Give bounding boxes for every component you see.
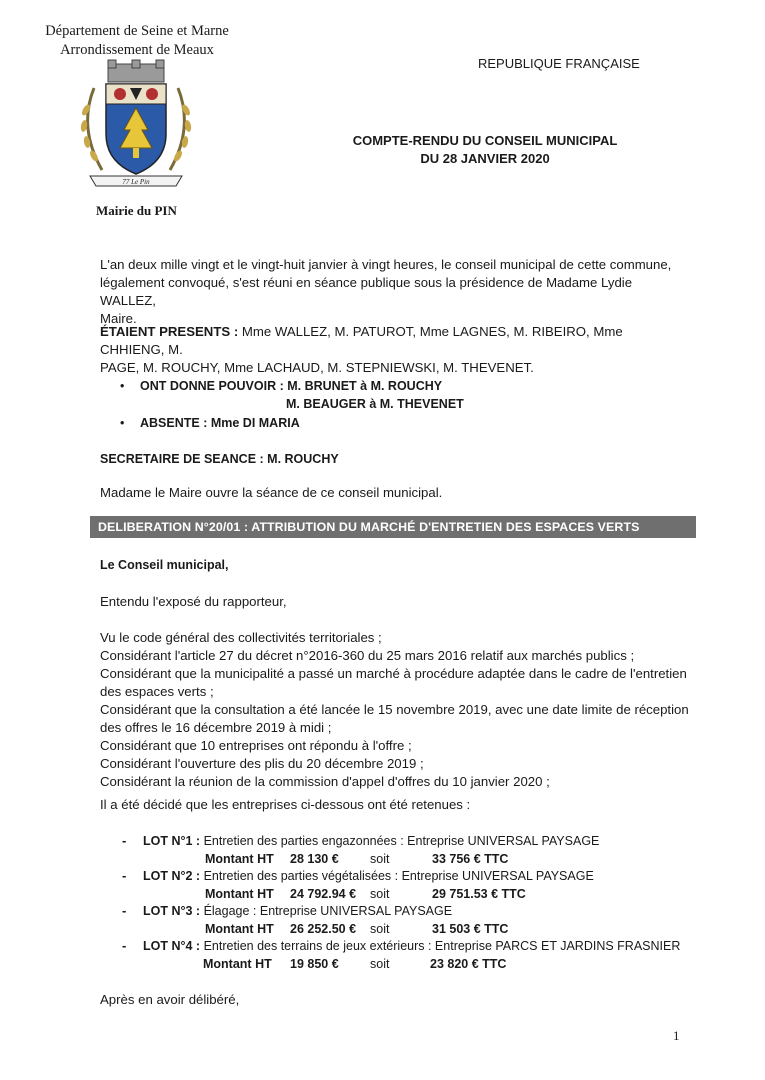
- absente-value: Mme DI MARIA: [207, 416, 300, 430]
- lot-desc: Entretien des terrains de jeux extérieurs : Entreprise PARCS ET JARDINS FRASNIER: [200, 939, 681, 953]
- lot-4-description: [143, 937, 680, 955]
- considerant-line: Vu le code général des collectivités territoriales ;: [100, 630, 382, 645]
- lot-ttc-amount: 33 756 € TTC: [432, 852, 509, 866]
- lot-dash: -: [122, 868, 127, 883]
- lot-ht-label: Montant HT: [205, 852, 274, 866]
- considerant-line: Considérant que la municipalité a passé un marché à procédure adaptée dans le cadre de l'entretien: [100, 666, 687, 681]
- considerant-line: Considérant que 10 entreprises ont répondu à l'offre ;: [100, 738, 412, 753]
- apres-line: Après en avoir délibéré,: [100, 992, 240, 1007]
- lot-label: LOT N°1 :: [143, 834, 201, 848]
- pouvoir-value-2: M. BEAUGER à M. THEVENET: [286, 397, 464, 411]
- ouverture-line: Madame le Maire ouvre la séance de ce conseil municipal.: [100, 485, 443, 500]
- lot-ttc-amount: 31 503 € TTC: [432, 922, 509, 936]
- lot-ht-label: Montant HT: [203, 957, 272, 971]
- presents-names: Mme WALLEZ, M. PATUROT, Mme LAGNES, M. RIBEIRO, Mme CHHIENG, M.: [100, 324, 623, 357]
- lot-desc: Entretien des parties végétalisées : Entreprise UNIVERSAL PAYSAGE: [200, 869, 594, 883]
- lot-1-description: [143, 832, 599, 850]
- absente-item: [120, 414, 300, 432]
- lot-label: LOT N°4 :: [143, 939, 201, 953]
- lot-dash: -: [122, 833, 127, 848]
- entendu-line: Entendu l'exposé du rapporteur,: [100, 594, 287, 609]
- conseil-line: Le Conseil municipal,: [100, 558, 229, 572]
- considerants-block: [100, 629, 690, 791]
- department-line: Département de Seine et Marne: [45, 23, 229, 39]
- title-line-2: DU 28 JANVIER 2020: [420, 151, 550, 166]
- lot-soit: soit: [370, 957, 390, 971]
- presents-paragraph: [100, 323, 690, 377]
- title-line-1: COMPTE-RENDU DU CONSEIL MUNICIPAL: [352, 133, 618, 148]
- intro-line: légalement convoqué, s'est réuni en séance publique sous la présidence de Madame Lydie WALLEZ,: [100, 275, 633, 308]
- intro-line: L'an deux mille vingt et le vingt-huit janvier à vingt heures, le conseil municipal de cette commune,: [100, 257, 672, 272]
- lot-ttc-amount: 29 751.53 € TTC: [432, 887, 526, 901]
- absente-label: ABSENTE :: [140, 416, 208, 430]
- lot-ht-amount: 26 252.50 €: [290, 922, 357, 936]
- arrondissement-line: Arrondissement de Meaux: [60, 42, 214, 58]
- lot-soit: soit: [370, 852, 390, 866]
- svg-text:77 Le Pin: 77 Le Pin: [122, 178, 150, 186]
- secretaire-line: SECRETAIRE DE SEANCE : M. ROUCHY: [100, 452, 339, 466]
- document-title: [330, 132, 640, 168]
- pouvoir-value: M. BRUNET à M. ROUCHY: [283, 379, 443, 393]
- lot-desc: Élagage : Entreprise UNIVERSAL PAYSAGE: [200, 904, 453, 918]
- lot-ht-label: Montant HT: [205, 922, 274, 936]
- presents-names-cont: PAGE, M. ROUCHY, Mme LACHAUD, M. STEPNIEWSKI, M. THEVENET.: [100, 360, 534, 375]
- lot-soit: soit: [370, 887, 390, 901]
- mairie-label: Mairie du PIN: [96, 203, 177, 218]
- lot-dash: -: [122, 903, 127, 918]
- lot-ht-amount: 24 792.94 €: [290, 887, 357, 901]
- lot-label: LOT N°2 :: [143, 869, 201, 883]
- pouvoir-item: [120, 377, 442, 395]
- lot-ttc-amount: 23 820 € TTC: [430, 957, 507, 971]
- lot-2-description: [143, 867, 594, 885]
- pouvoir-label: ONT DONNE POUVOIR :: [140, 379, 284, 393]
- considerant-line: Considérant l'article 27 du décret n°2016-360 du 25 mars 2016 relatif aux marchés publics ;: [100, 648, 635, 663]
- page-number: 1: [673, 1028, 680, 1043]
- lot-dash: -: [122, 938, 127, 953]
- bullet-symbol: •: [120, 416, 125, 430]
- lot-3-description: [143, 902, 452, 920]
- presents-label: ÉTAIENT PRESENTS :: [100, 324, 239, 339]
- decide-line: Il a été décidé que les entreprises ci-dessous ont été retenues :: [100, 797, 471, 812]
- lot-label: LOT N°3 :: [143, 904, 201, 918]
- considerant-line: Considérant l'ouverture des plis du 20 décembre 2019 ;: [100, 756, 424, 771]
- coat-of-arms-image: [72, 58, 200, 192]
- deliberation-heading: DELIBERATION N°20/01 : ATTRIBUTION DU MARCHÉ D'ENTRETIEN DES ESPACES VERTS: [90, 516, 696, 538]
- lot-desc: Entretien des parties engazonnées : Entreprise UNIVERSAL PAYSAGE: [200, 834, 600, 848]
- considerant-line: des espaces verts ;: [100, 684, 214, 699]
- bullet-symbol: •: [120, 379, 125, 393]
- considerant-line: Considérant la réunion de la commission d'appel d'offres du 10 janvier 2020 ;: [100, 774, 550, 789]
- lot-ht-label: Montant HT: [205, 887, 274, 901]
- lot-ht-amount: 19 850 €: [290, 957, 339, 971]
- intro-paragraph: [100, 256, 690, 328]
- considerant-line: Considérant que la consultation a été lancée le 15 novembre 2019, avec une date limite de réception: [100, 702, 689, 717]
- lot-soit: soit: [370, 922, 390, 936]
- lot-ht-amount: 28 130 €: [290, 852, 339, 866]
- considerant-line: des offres le 16 décembre 2019 à midi ;: [100, 720, 332, 735]
- republique-label: REPUBLIQUE FRANÇAISE: [478, 56, 640, 71]
- intro-line: Maire.: [100, 311, 137, 326]
- department-block: [22, 22, 252, 60]
